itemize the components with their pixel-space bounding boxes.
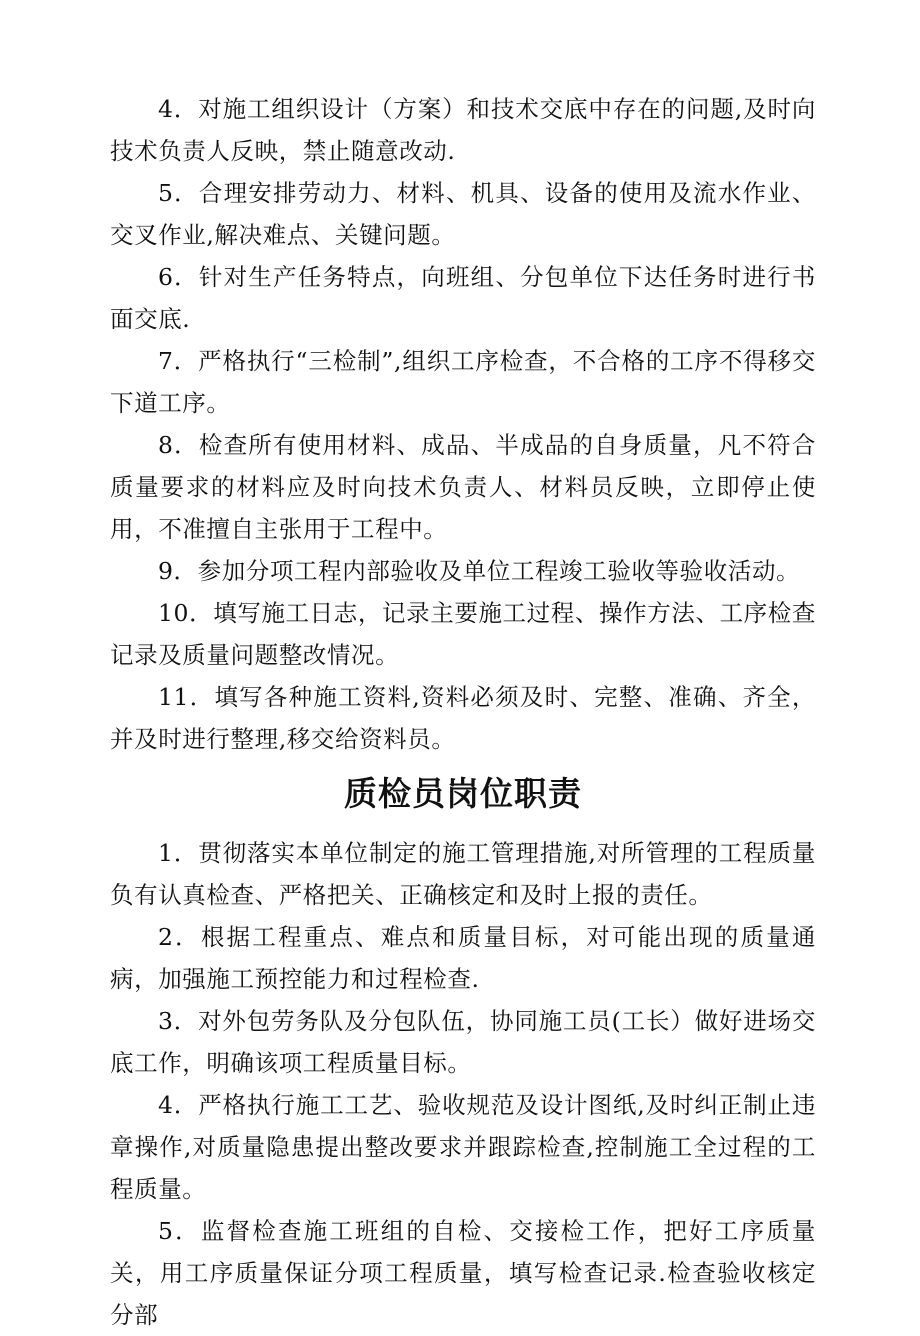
duty-item-6: 6．针对生产任务特点，向班组、分包单位下达任务时进行书面交底.: [110, 263, 816, 333]
duty-item-10: 10．填写施工日志，记录主要施工过程、操作方法、工序检查记录及质量问题整改情况。: [110, 599, 816, 669]
duty-item-4: 4．对施工组织设计（方案）和技术交底中存在的问题,及时向技术负责人反映，禁止随意改动.: [110, 95, 816, 165]
duty-item-9: 9．参加分项工程内部验收及单位工程竣工验收等验收活动。: [158, 557, 801, 585]
inspector-duty-item-4: 4．严格执行施工工艺、验收规范及设计图纸,及时纠正制止违章操作,对质量隐患提出整改要求并跟踪检查,控制施工全过程的工程质量。: [110, 1091, 816, 1203]
inspector-duty-item-5: 5．监督检查施工班组的自检、交接检工作，把好工序质量关，用工序质量保证分项工程质量，填写检查记录.检查验收核定分部: [110, 1217, 816, 1329]
quality-inspector-duties-section: [110, 832, 816, 1336]
inspector-duty-item-3: 3．对外包劳务队及分包队伍，协同施工员(工长）做好进场交底工作，明确该项工程质量目标。: [110, 1007, 816, 1077]
inspector-duty-item-1: 1．贯彻落实本单位制定的施工管理措施,对所管理的工程质量负有认真检查、严格把关、正确核定和及时上报的责任。: [110, 839, 816, 909]
duty-item-7: 7．严格执行“三检制”,组织工序检查，不合格的工序不得移交下道工序。: [110, 347, 816, 417]
duty-item-11: 11．填写各种施工资料,资料必须及时、完整、准确、齐全，并及时进行整理,移交给资料员。: [110, 683, 816, 753]
construction-worker-duties-section: [110, 88, 816, 760]
section-heading-quality-inspector: 质检员岗位职责: [344, 774, 582, 813]
duty-item-5: 5．合理安排劳动力、材料、机具、设备的使用及流水作业、交叉作业,解决难点、关键问题。: [110, 179, 816, 249]
inspector-duty-item-2: 2．根据工程重点、难点和质量目标，对可能出现的质量通病，加强施工预控能力和过程检查.: [110, 923, 816, 993]
duty-item-8: 8．检查所有使用材料、成品、半成品的自身质量，凡不符合质量要求的材料应及时向技术负责人、材料员反映，立即停止使用，不准擅自主张用于工程中。: [110, 431, 816, 543]
